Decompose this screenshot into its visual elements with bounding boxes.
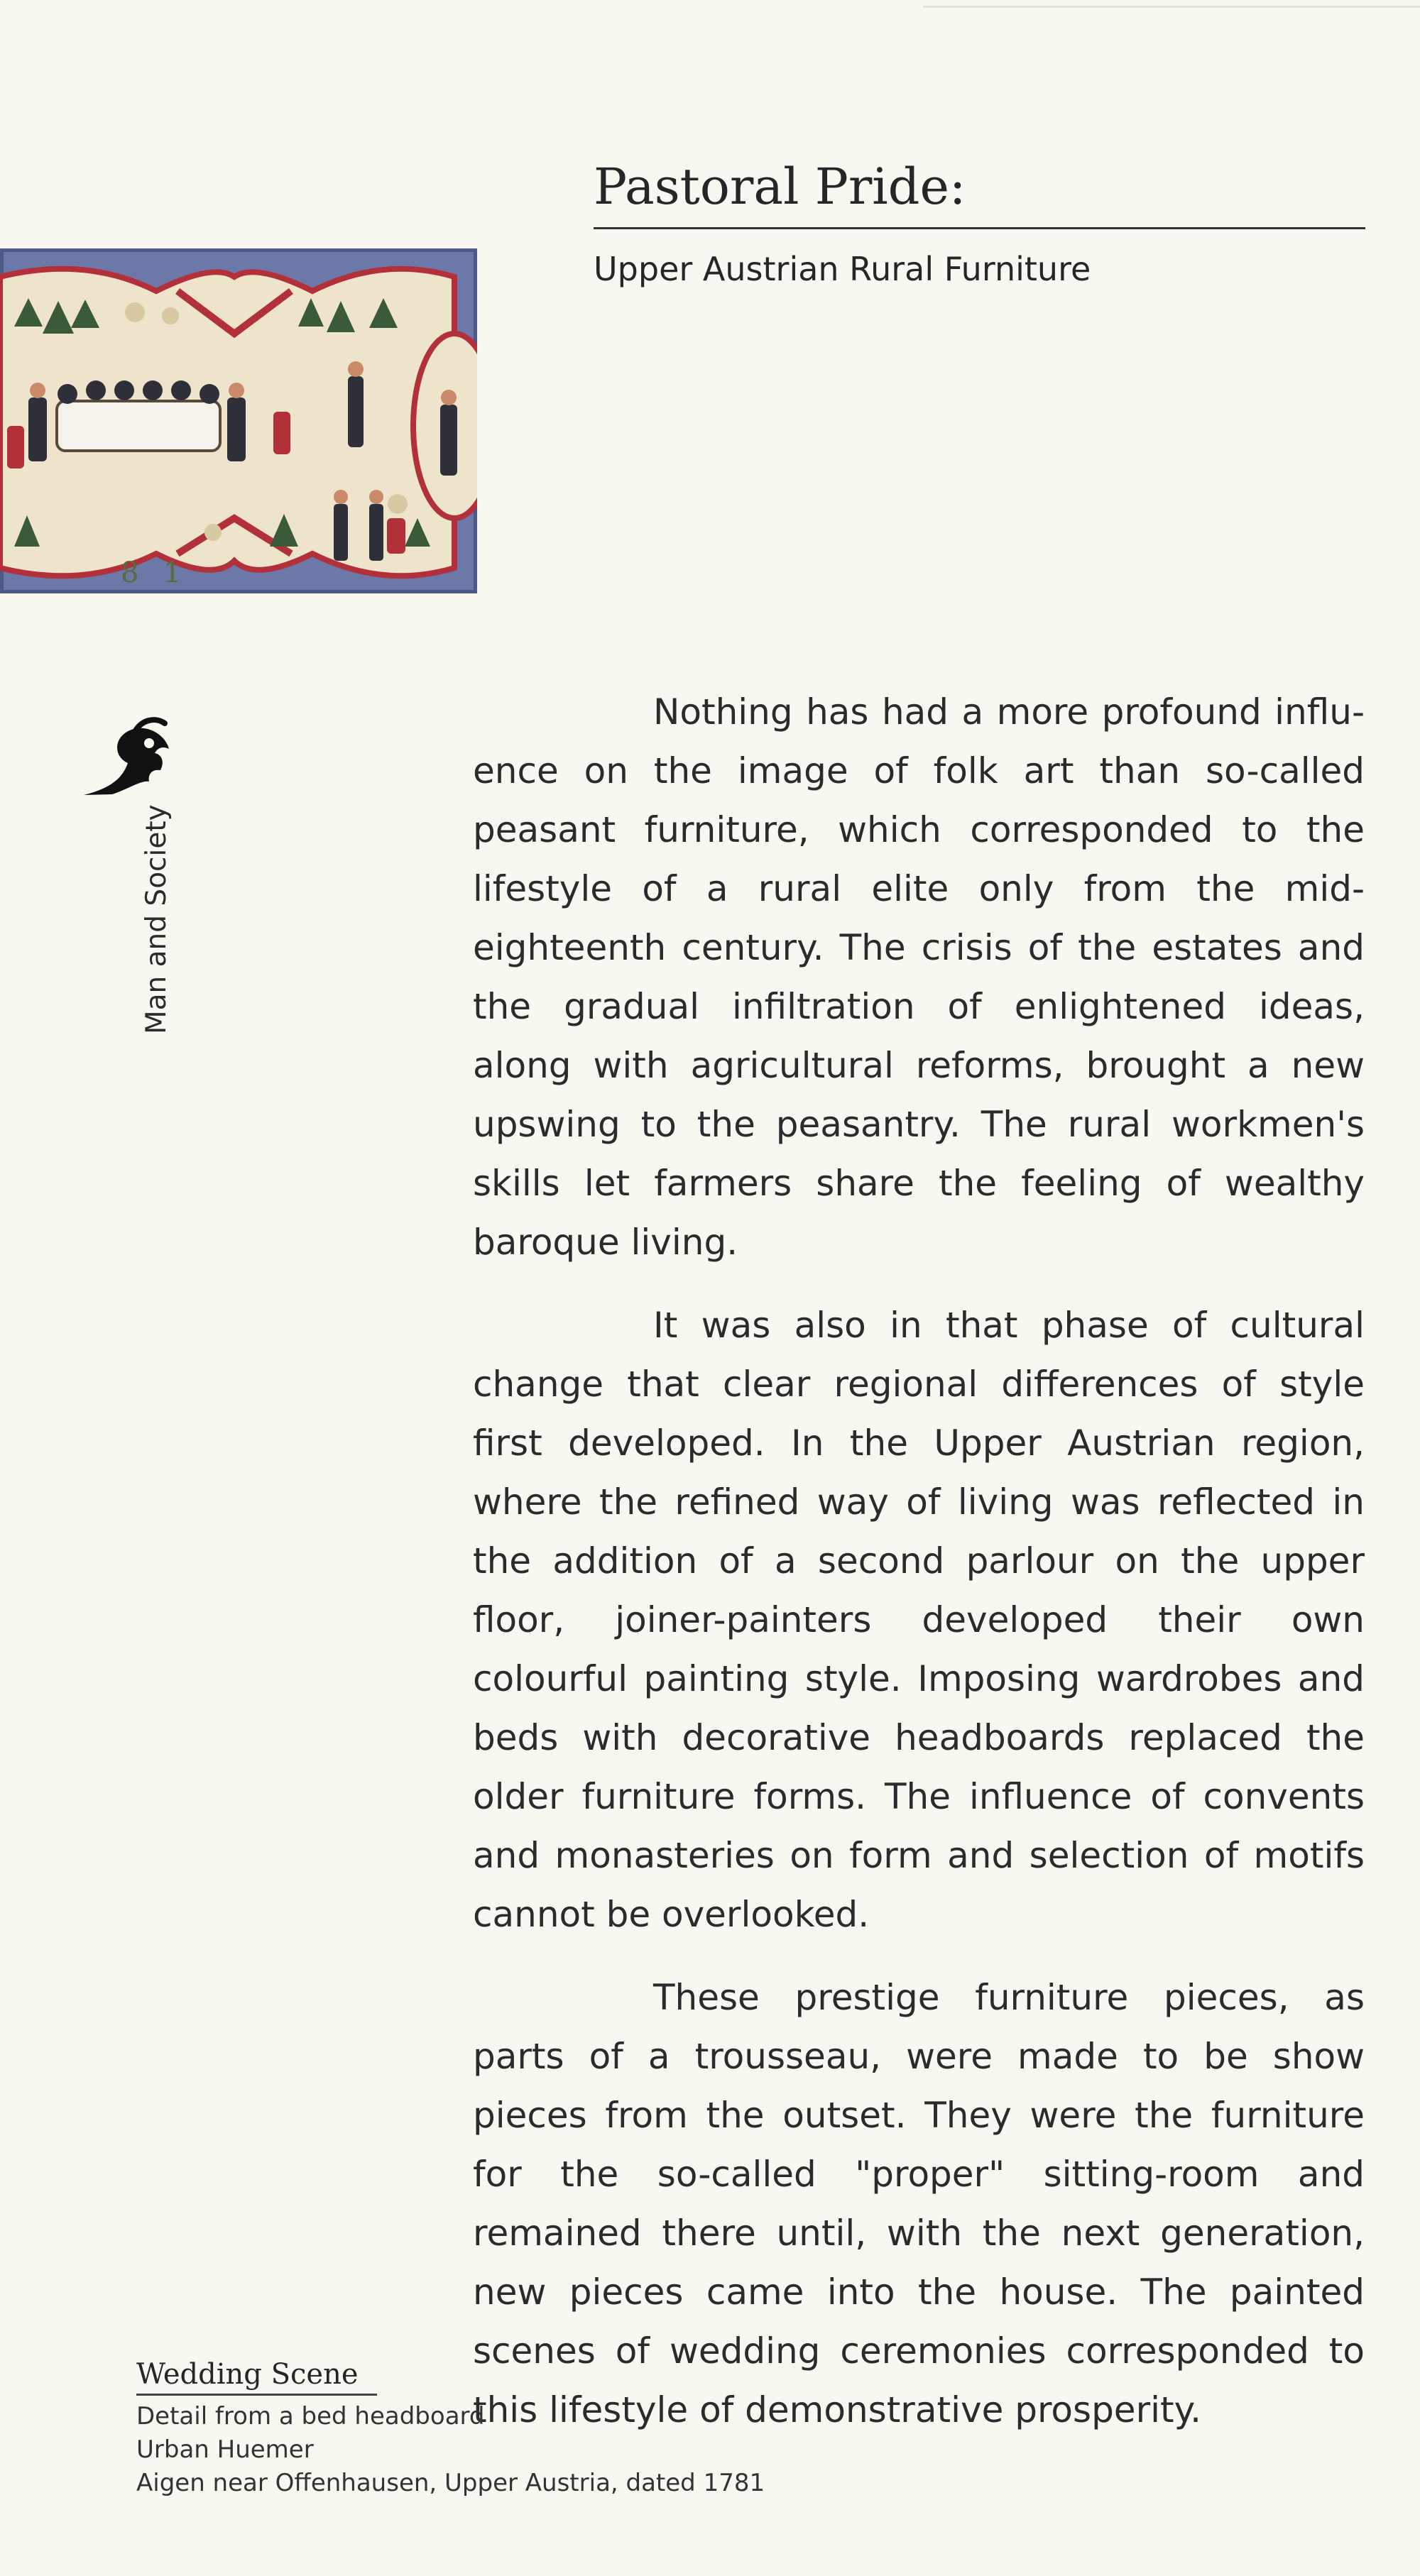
paragraph: It was also in that phase of cultural change that clear regional differences of style first developed. In the Upper Austrian region, where the refined way of living was reflected in the addition of a second parlour on the upper floor, joiner-painters developed their own colourful painting style. Imposing wardrobes and beds with decorative headboards replaced the older furniture forms. The influence of convents and monasteries on form and selection of motifs cannot be overlooked.	[473, 1305, 1365, 1935]
article-body	[473, 683, 1365, 2464]
svg-text:1: 1	[163, 557, 182, 589]
section-marker	[84, 706, 176, 1040]
goat-head-logo-icon	[84, 706, 176, 799]
caption-title: Wedding Scene	[136, 2358, 377, 2396]
caption-line: Detail from a bed headboard	[136, 2402, 485, 2430]
paragraph: Nothing has had a more profound influence on the image of folk art than so-called peasant furniture, which corresponded to the lifestyle of a rural elite only from the mid-eighteenth century. The crisis of the estates and the gradual infiltration of enlightened ideas, along with agricultural reforms, brought a new upswing to the peasantry. The rural workmen's skills let farmers share the feeling of wealthy baroque living.	[473, 691, 1365, 1263]
page-title: Pastoral Pride:	[594, 158, 966, 216]
paragraph: These prestige furniture pieces, as parts of a trousseau, were made to be show pieces from the outset. They were the furniture for the so-called "proper" sitting-room and remained there until, with the next generation, new pieces came into the house. The painted scenes of wedding ceremonies corresponded to this lifestyle of demonstrative prosperity.	[473, 1977, 1365, 2430]
svg-text:8: 8	[121, 557, 139, 589]
caption-line: Aigen near Offenhausen, Upper Austria, dated 1781	[136, 2469, 765, 2497]
wedding-scene-painting	[0, 248, 477, 593]
page-subtitle: Upper Austrian Rural Furniture	[594, 250, 1091, 288]
caption-line: Urban Huemer	[136, 2435, 314, 2464]
top-edge-rule	[923, 6, 1420, 8]
section-label: Man and Society	[141, 804, 173, 1034]
image-caption	[136, 2358, 846, 2500]
title-underline	[594, 227, 1365, 229]
